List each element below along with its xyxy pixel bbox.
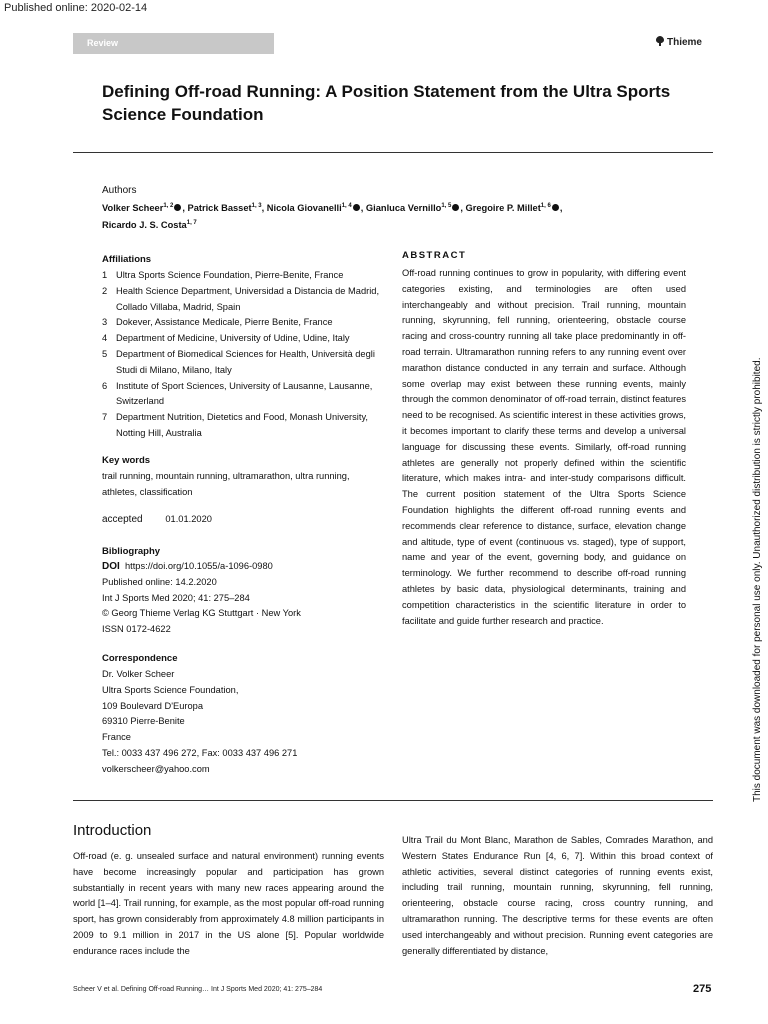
copyright-line: © Georg Thieme Verlag KG Stuttgart · New York [102, 608, 301, 619]
issn-line: ISSN 0172-4622 [102, 624, 171, 635]
abstract-text: Off-road running continues to grow in popularity, with differing event categories existing, and terminologies are often used interchangeably and without precision. Trail running, mountain running, skyrunning, fell running, orienteering, obstacle course racing and cross-country running all take place predominantly in off-road terrain. Ultramarathon running refers to any running event over marathon distance conducted in any terrain and surface. Although some overlap may exist between these running events, mainly through the common denominator of off-road terrain, distinct features need to be recognised. As scientific interest in these activities grows, it becomes important to clarify these terms and develop a universal language for discussing these events. Similarly, off-road running athletes are generally not properly defined within the scientific literature, which makes intra- and inter-study comparisons difficult. The current position statement of the Ultra Sports Science Foundation highlights the different off-road running events and recommends clear reference to distance, surface, elevation change and altitude, type of event (continuous vs. staged), type of support, name and year of the event, governing body, and guidance on terminology. We further recommend to describe off-road running athletes by basic data, physiological determinants, training and competition characteristics in the scientific literature in order to facilitate and guide further research and practice. [402, 268, 686, 626]
side-note-container [750, 282, 766, 802]
published-online-stamp: Published online: 2020-02-14 [4, 2, 148, 14]
correspondence-line: 109 Boulevard D'Europa [102, 700, 204, 711]
correspondence-email[interactable]: volkerscheer@yahoo.com [102, 763, 210, 774]
introduction-left-column: Off-road (e. g. unsealed surface and natural environment) running events have become increasingly popular and participation has grown substantially in recent years with many new races appearing around the world [1–4]. Trail running, for example, as the most popular off-road running sport, has grown considerably from approximately 4.8 million participants in 2009 to 9.1 million in 2017 in the US alone [5]. Popular worldwide endurance races include the [73, 851, 384, 956]
correspondence-line: 69310 Pierre-Benite [102, 716, 185, 727]
affiliation-item [102, 268, 392, 284]
footer-citation: Scheer V et al. Defining Off-road Running… Int J Sports Med 2020; 41: 275–284 [73, 986, 323, 993]
orcid-icon[interactable] [452, 204, 459, 211]
author-name: Gregoire P. Millet [465, 203, 541, 214]
section-tab: Review [73, 33, 274, 54]
accepted-date: 01.01.2020 [165, 514, 212, 524]
correspondence-line: Tel.: 0033 437 496 272, Fax: 0033 437 496 271 [102, 747, 298, 758]
affiliation-item [102, 410, 392, 442]
page-number: 275 [693, 983, 712, 995]
affiliation-number: 2 [102, 285, 108, 296]
accepted-line [102, 514, 212, 525]
author-affiliation: 1, 4 [341, 203, 352, 209]
thieme-logo-icon [656, 36, 664, 46]
affiliation-number: 1 [102, 270, 108, 280]
author-affiliation: 1, 7 [186, 220, 197, 227]
correspondence-heading: Correspondence [102, 653, 178, 664]
title-divider [73, 152, 713, 153]
affiliation-text: Department of Biomedical Sciences for Health, Università degli Studi di Milano, Milano, Italy [116, 348, 375, 375]
author-affiliation: 1, 3 [251, 203, 262, 209]
affiliation-text: Health Science Department, Universidad a Distancia de Madrid, Collado Villaba, Madrid, Spain [116, 285, 380, 312]
journal-citation: Int J Sports Med 2020; 41: 275–284 [102, 592, 250, 603]
authors-heading: Authors [102, 185, 137, 196]
correspondence-line: Ultra Sports Science Foundation, [102, 684, 239, 695]
publisher-logo [656, 36, 702, 48]
affiliation-item [102, 284, 392, 316]
author-name: Ricardo J. S. Costa [102, 220, 187, 231]
author-list: Volker Scheer$^{1, 2}$ , Patrick Basset$^{1, 3}$, Nicola Giovanelli$^{1, 4}$ , Gianluca Vernillo$^{1, 5}$ , Gregoire P. Millet$^{1, 6}$ , Ricardo J. S. Costa$^{1, 7}$ [102, 203, 563, 231]
author-affiliation: 1, 2 [163, 203, 174, 209]
orcid-icon[interactable] [353, 204, 360, 211]
introduction-right-column: Ultra Trail du Mont Blanc, Marathon de Sables, Comrades Marathon, and Western States Endurance Run [4, 6, 7]. Within this broad context of athletic activities, several distinct categories of running events exist, including trail running, mountain running, skyrunning, fell running, orienteering, obstacle course racing, cross country running, and ultramarathon running. The descriptive terms for these events are often used interchangeably and without precision. Running event categories are generally differentiated by distance, [402, 835, 713, 956]
introduction-heading: Introduction [73, 822, 152, 839]
affiliation-item [102, 347, 392, 379]
author-name: Volker Scheer [102, 203, 164, 214]
correspondence-block [102, 667, 392, 778]
affiliation-number: 7 [102, 412, 108, 423]
section-divider [73, 800, 713, 801]
affiliations-heading: Affiliations [102, 254, 152, 265]
keywords-heading: Key words [102, 455, 151, 466]
affiliation-number: 3 [102, 317, 108, 328]
author-affiliation: 1, 5 [441, 203, 452, 209]
affiliation-item [102, 331, 392, 347]
correspondence-line: France [102, 732, 131, 743]
bibliography-block [102, 559, 392, 638]
affiliation-text: Dokever, Assistance Medicale, Pierre Benite, France [116, 317, 333, 328]
affiliation-text: Department Nutrition, Dietetics and Food, Monash University, Notting Hill, Australia [116, 412, 368, 438]
bibliography-heading: Bibliography [102, 546, 161, 557]
doi-label: DOI [102, 561, 120, 572]
affiliation-number: 5 [102, 348, 108, 359]
affiliation-text: Ultra Sports Science Foundation, Pierre-Benite, France [116, 270, 344, 280]
published-date: Published online: 14.2.2020 [102, 576, 217, 587]
affiliation-text: Department of Medicine, University of Udine, Udine, Italy [116, 333, 350, 344]
affiliation-item [102, 379, 392, 411]
publisher-name: Thieme [666, 37, 702, 48]
affiliation-number: 6 [102, 380, 108, 391]
author-affiliation: 1, 6 [540, 203, 551, 209]
affiliation-item [102, 315, 392, 331]
correspondence-line: Dr. Volker Scheer [102, 669, 175, 679]
affiliation-list [102, 268, 392, 442]
author-name: Patrick Basset [187, 203, 252, 214]
affiliation-text: Institute of Sport Sciences, University of Lausanne, Lausanne, Switzerland [116, 380, 373, 407]
author-name: Gianluca Vernillo [365, 203, 442, 214]
orcid-icon[interactable] [552, 204, 559, 211]
accepted-label: accepted [102, 514, 143, 525]
affiliation-number: 4 [102, 333, 108, 344]
orcid-icon[interactable] [174, 204, 181, 211]
distribution-notice: This document was downloaded for personal use only. Unauthorized distribution is strictly prohibited. [752, 357, 763, 802]
doi-link[interactable]: https://doi.org/10.1055/a-1096-0980 [124, 561, 273, 571]
article-title: Defining Off-road Running: A Position Statement from the Ultra Sports Science Foundation [102, 82, 671, 124]
author-name: Nicola Giovanelli [266, 203, 342, 214]
abstract-heading: ABSTRACT [402, 250, 467, 261]
keywords-text: trail running, mountain running, ultramarathon, ultra running, athletes, classification [102, 471, 350, 497]
